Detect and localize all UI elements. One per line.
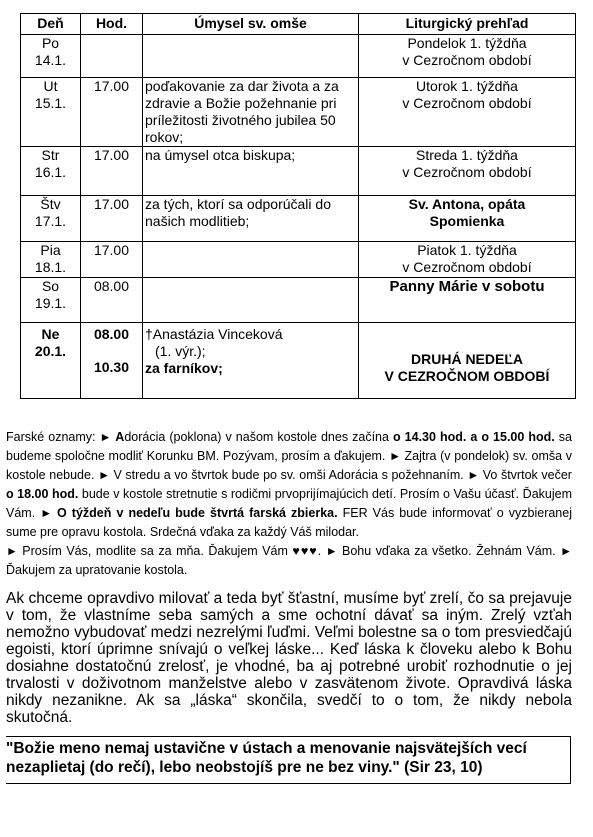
liturgy-line-2: v Cezročnom období bbox=[402, 164, 532, 180]
day-name: Pia bbox=[40, 242, 61, 258]
intention-cell: za tých, ktorí sa odporúčali do našich modlitieb; bbox=[143, 196, 359, 242]
hour-cell: 17.00 bbox=[81, 147, 143, 196]
intention-cell bbox=[143, 323, 359, 399]
table-row bbox=[21, 78, 576, 147]
day-cell bbox=[21, 242, 81, 278]
table-row bbox=[21, 278, 576, 323]
day-date: 17.1. bbox=[34, 213, 67, 229]
hour-cell: 17.00 bbox=[81, 242, 143, 278]
spacer bbox=[83, 343, 140, 359]
day-name: Ne bbox=[41, 326, 60, 342]
liturgy-cell bbox=[359, 323, 576, 399]
notes-emphasis: O týždeň v nedeľu bude štvrtá farská zbierka. bbox=[57, 506, 338, 520]
liturgy-line-2: v Cezročnom období bbox=[402, 259, 532, 275]
intention-cell: poďakovanie za dar života a za zdravie a Božie požehnanie pri príležitosti životného jubilea 50 rokov; bbox=[143, 78, 359, 147]
triangle-bullet-icon: ► bbox=[467, 468, 483, 482]
table-row bbox=[21, 35, 576, 78]
liturgy-cell bbox=[359, 278, 576, 323]
liturgy-cell bbox=[359, 147, 576, 196]
liturgy-line-2: Spomienka bbox=[429, 213, 505, 229]
notes-text: Bohu vďaka za všetko. Žehnám Vám. bbox=[341, 544, 561, 558]
header-day: Deň bbox=[21, 14, 81, 35]
hour-second: 10.30 bbox=[93, 359, 130, 375]
table-row bbox=[21, 196, 576, 242]
liturgy-cell bbox=[359, 78, 576, 147]
schedule-table bbox=[20, 13, 576, 399]
liturgy-line-2: v Cezročnom období bbox=[402, 95, 532, 111]
notes-text: FER Vás bude informovať o vyzbieranej sume pre opravu kostola. Srdečná vďaka za každý Váš milodar. bbox=[6, 506, 572, 539]
triangle-bullet-icon: ► bbox=[325, 544, 342, 558]
liturgy-line-2: V CEZROČNOM OBDOBÍ bbox=[384, 367, 550, 384]
notes-text: A bbox=[115, 430, 125, 444]
day-cell bbox=[21, 78, 81, 147]
hour-cell bbox=[81, 323, 143, 399]
liturgy-cell bbox=[359, 196, 576, 242]
day-cell bbox=[21, 196, 81, 242]
notes-emphasis: o 18.00 hod. bbox=[6, 487, 79, 501]
reflection-paragraph: Ak chceme opravdivo milovať a teda byť šťastní, musíme byť zrelí, čo sa prejavuje v tom, že vlastníme seba samých a sme ochotní dávať sa iným. Zrelý vzťah nemožno vybudovať medzi nezrelými ľuďmi. Veľmi bolestne sa o tom presviedčajú egoisti, ktorí úprimne snívajú o veľkej láske... Keď láska k človeku alebo k Bohu dosiahne dostatočnú zrelosť, je vhodné, ba aj potrebné urobiť rozhodnutie o jej trvalosti v doživotnom manželstve alebo v zasvätenom živote. Opravdivá láska nikdy nezanikne. Ak sa „láska“ skončila, svedčí to o tom, že nikdy nebola skutočná. bbox=[6, 590, 572, 726]
day-date: 20.1. bbox=[34, 343, 67, 359]
triangle-bullet-icon: ► bbox=[560, 544, 573, 558]
notes-text: sa budeme spoločne modliť Korunku BM. Pozývam, prosím a ďakujem. bbox=[6, 430, 572, 463]
liturgy-line-1: Streda 1. týždňa bbox=[416, 147, 518, 163]
hour-cell: 17.00 bbox=[81, 196, 143, 242]
intention-line: †Anastázia Vinceková bbox=[145, 326, 283, 342]
scripture-quote: "Božie meno nemaj ustavične v ústach a menovanie najsvätejších vecí nezaplietaj (do rečí), lebo neobstojíš pre ne bez viny." (Sir 23, 10) bbox=[6, 736, 571, 784]
header-hour: Hod. bbox=[81, 14, 143, 35]
triangle-bullet-icon: ► bbox=[99, 430, 116, 444]
hour-cell bbox=[81, 35, 143, 78]
triangle-bullet-icon: ► bbox=[389, 449, 405, 463]
liturgy-line-1: Sv. Antona, opáta bbox=[408, 196, 526, 212]
intention-cell bbox=[143, 242, 359, 278]
intention-second: za farníkov; bbox=[145, 360, 223, 376]
day-date: 19.1. bbox=[34, 295, 67, 311]
liturgy-line-1: DRUHÁ NEDEĽA bbox=[411, 350, 523, 367]
header-liturgy: Liturgický prehľad bbox=[359, 14, 576, 35]
liturgy-line-1: Panny Márie v sobotu bbox=[389, 278, 545, 295]
hour-cell: 08.00 bbox=[81, 278, 143, 323]
notes-text: Ďakujem za upratovanie kostola. bbox=[6, 563, 188, 577]
day-name: So bbox=[41, 278, 60, 294]
hour-first: 08.00 bbox=[93, 326, 130, 342]
notes-text: Prosím Vás, modlite sa za mňa. Ďakujem Vám ♥♥♥. bbox=[22, 544, 326, 558]
notes-text: bude v kostole stretnutie s rodičmi prvoprijímajúcich detí. Prosím o Vašu účasť. Ďakujem Vám. bbox=[6, 487, 572, 520]
day-name: Str bbox=[41, 147, 60, 163]
liturgy-line-1: Utorok 1. týždňa bbox=[416, 78, 518, 94]
intention-cell: na úmysel otca biskupa; bbox=[143, 147, 359, 196]
hour-cell: 17.00 bbox=[81, 78, 143, 147]
day-name: Ut bbox=[43, 78, 58, 94]
notes-text: Vo štvrtok večer bbox=[482, 468, 572, 482]
day-cell bbox=[21, 323, 81, 399]
notes-lead: Farské oznamy: bbox=[6, 430, 100, 444]
day-date: 15.1. bbox=[34, 95, 67, 111]
liturgy-line-2: v Cezročnom období bbox=[402, 52, 532, 68]
day-name: Po bbox=[41, 35, 60, 51]
parish-announcements bbox=[6, 428, 572, 580]
table-row bbox=[21, 242, 576, 278]
table-header-row bbox=[21, 14, 576, 35]
triangle-bullet-icon: ► bbox=[98, 468, 114, 482]
day-cell bbox=[21, 35, 81, 78]
intention-cell bbox=[143, 278, 359, 323]
table-row bbox=[21, 147, 576, 196]
liturgy-line-1: Pondelok 1. týždňa bbox=[407, 35, 527, 51]
day-date: 14.1. bbox=[34, 52, 67, 68]
table-row bbox=[21, 323, 576, 399]
notes-text: dorácia (poklona) v našom kostole dnes začína bbox=[124, 430, 393, 444]
liturgy-cell bbox=[359, 35, 576, 78]
day-cell bbox=[21, 147, 81, 196]
notes-text: V stredu a vo štvrtok bude po sv. omši Adorácia s požehnaním. bbox=[113, 468, 468, 482]
liturgy-line-1: Piatok 1. týždňa bbox=[417, 242, 517, 258]
day-name: Štv bbox=[40, 196, 61, 212]
triangle-bullet-icon: ► bbox=[40, 506, 58, 520]
liturgy-cell bbox=[359, 242, 576, 278]
header-intention: Úmysel sv. omše bbox=[143, 14, 359, 35]
day-date: 16.1. bbox=[34, 164, 67, 180]
day-date: 18.1. bbox=[34, 259, 67, 275]
notes-text: Zajtra (v pondelok) sv. omša v kostole nebude. bbox=[6, 449, 572, 482]
intention-cell bbox=[143, 35, 359, 78]
day-cell bbox=[21, 278, 81, 323]
triangle-bullet-icon: ► bbox=[6, 544, 23, 558]
notes-emphasis: o 14.30 hod. a o 15.00 hod. bbox=[393, 430, 555, 444]
intention-sub: (1. výr.); bbox=[155, 343, 206, 359]
